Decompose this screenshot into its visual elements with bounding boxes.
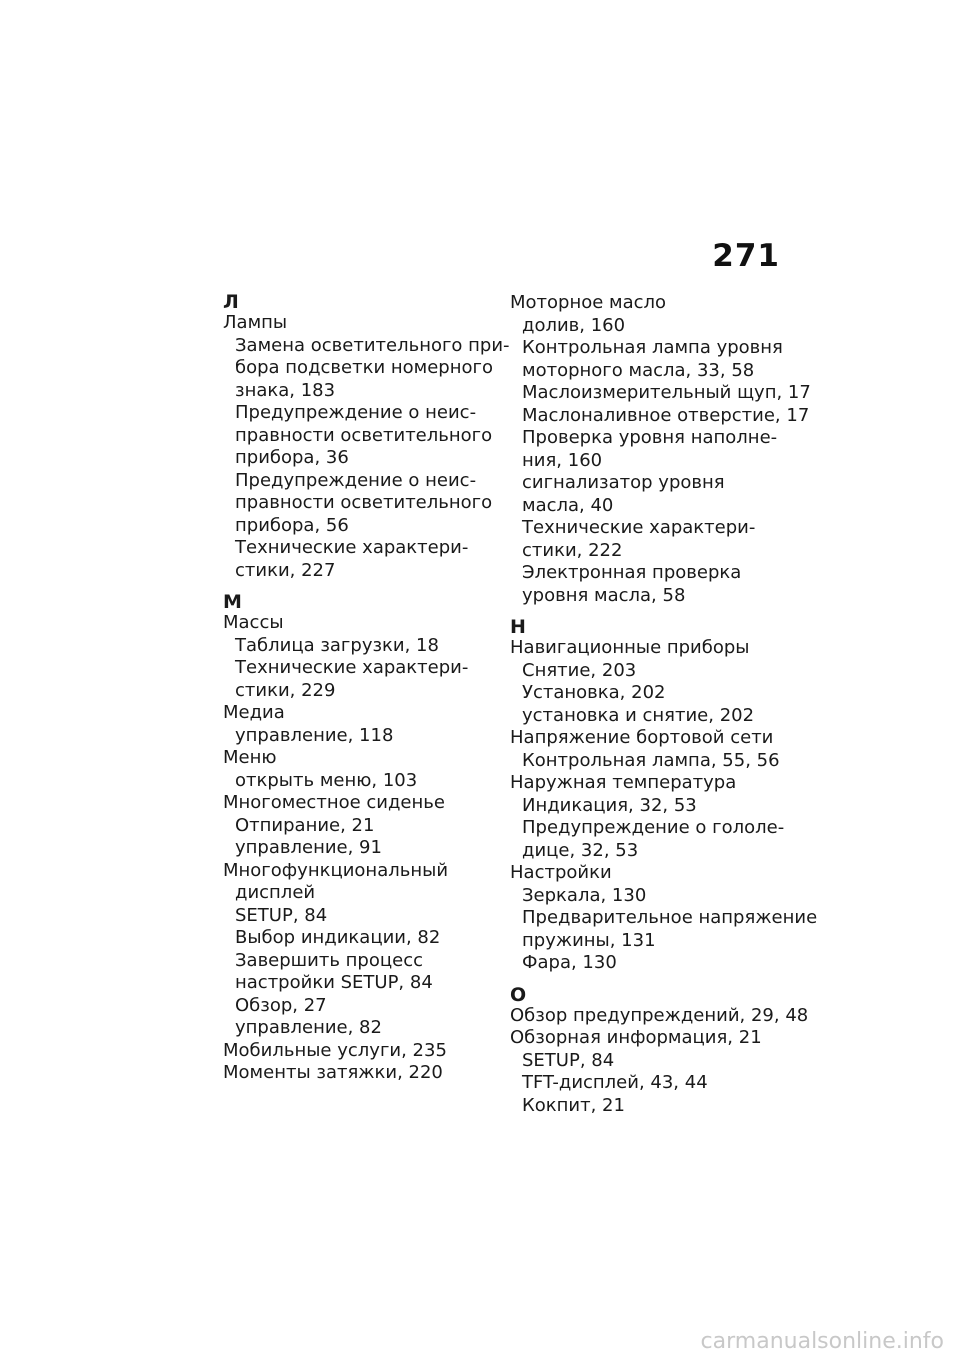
index-subentry-line: Проверка уровня наполне- [522, 427, 778, 448]
index-term-line: Навигационные приборы [510, 637, 750, 658]
index-subentry-line: дисплей [235, 882, 316, 903]
page-number: 271 [712, 238, 780, 274]
index-subentry-line: Завершить процесс [235, 949, 423, 971]
index-term-line: Настройки [510, 862, 612, 883]
index-subentry [510, 337, 800, 382]
index-subentry [510, 427, 800, 472]
index-subentry-line: Маслоизмерительный щуп, 17 [522, 382, 811, 403]
index-subentry-line: Зеркала, 130 [522, 884, 647, 906]
index-subentry-line: SETUP, 84 [522, 1049, 615, 1071]
index-subentry-line: Таблица загрузки, 18 [235, 634, 439, 656]
index-term [223, 612, 513, 635]
index-term-line: Мобильные услуги, 235 [223, 1039, 447, 1061]
index-subentry [223, 770, 513, 793]
index-subentry-line: Контрольная лампа уровня [522, 337, 783, 358]
index-subentry-line: Выбор индикации, 82 [235, 927, 441, 948]
index-subentry [223, 882, 513, 905]
index-subentry [510, 750, 800, 773]
index-subentry-line: Маслоналивное отверстие, 17 [522, 404, 810, 426]
index-subentry [510, 885, 800, 908]
index-subentry-line: Отпирание, 21 [235, 814, 375, 836]
watermark: carmanualsonline.info [700, 1329, 944, 1354]
index-subentry-line: Электронная проверка [522, 562, 742, 583]
index-subentry-line: Технические характери- [235, 537, 469, 558]
index-subentry [510, 907, 818, 952]
index-term [510, 1027, 800, 1050]
index-subentry [510, 1095, 800, 1118]
index-subentry-line: знака, 183 [235, 379, 336, 401]
index-term [510, 637, 800, 660]
index-subentry-line: прибора, 56 [235, 514, 349, 536]
index-subentry [510, 562, 800, 607]
index-term [510, 727, 800, 750]
index-term-line: Лампы [223, 312, 288, 333]
index-subentry [510, 315, 800, 338]
index-term [223, 702, 513, 725]
index-subentry-line: управление, 118 [235, 724, 394, 746]
index-subentry [223, 815, 513, 838]
index-term-line: Моменты затяжки, 220 [223, 1062, 443, 1083]
index-term [223, 312, 513, 335]
index-subentry-line: правности осветительного [235, 424, 493, 446]
index-subentry-line: SETUP, 84 [235, 904, 328, 926]
index-subentry-line: Индикация, 32, 53 [522, 794, 697, 816]
index-subentry-line: установка и снятие, 202 [522, 704, 755, 726]
index-subentry-line: сигнализатор уровня [522, 472, 725, 493]
index-term [223, 792, 513, 815]
index-term-line: Напряжение бортовой сети [510, 727, 774, 748]
index-entry [510, 1027, 800, 1117]
index-term [510, 292, 800, 315]
index-column-right [510, 292, 818, 1117]
index-term-line: Многофункциональный [223, 859, 449, 881]
index-subentry [510, 817, 800, 862]
index-subentry-line: ния, 160 [522, 449, 603, 471]
index-subentry-line: стики, 229 [235, 679, 336, 701]
index-subentry-line: правности осветительного [235, 492, 493, 513]
index-subentry [223, 537, 513, 582]
index-subentry [223, 995, 513, 1018]
index-subentry-line: долив, 160 [522, 314, 626, 336]
index-subentry-line: настройки SETUP, 84 [235, 972, 433, 993]
section-letter: О [510, 983, 527, 1006]
index-subentry [223, 950, 513, 995]
index-subentry-line: Кокпит, 21 [522, 1094, 625, 1116]
index-subentry-line: Установка, 202 [522, 682, 666, 703]
index-term [223, 860, 513, 883]
index-term [510, 1004, 809, 1028]
index-subentry [223, 725, 513, 748]
index-subentry-line: Предупреждение о гололе- [522, 817, 785, 838]
index-entry [510, 1004, 809, 1028]
index-subentry [510, 517, 800, 562]
index-subentry-line: TFT-дисплей, 43, 44 [522, 1072, 708, 1093]
index-term-line: Обзорная информация, 21 [510, 1027, 762, 1048]
index-entry [223, 312, 513, 582]
index-subentry [223, 402, 513, 470]
index-subentry-line: Предварительное напряжение [522, 907, 818, 928]
index-subentry-line: Контрольная лампа, 55, 56 [522, 749, 780, 771]
index-subentry-line: Предупреждение о неис- [235, 402, 477, 423]
index-subentry-line: стики, 222 [522, 539, 623, 561]
index-entry [223, 860, 513, 1040]
index-subentry-line: стики, 227 [235, 559, 336, 581]
index-term-line: Многоместное сиденье [223, 792, 445, 813]
index-term [510, 772, 800, 795]
index-term-line: Меню [223, 747, 277, 768]
index-subentry-line: Фара, 130 [522, 952, 617, 973]
index-subentry-line: моторного масла, 33, 58 [522, 359, 755, 381]
index-subentry [510, 1050, 800, 1073]
index-subentry [510, 660, 800, 683]
index-term [223, 1040, 513, 1063]
index-subentry [223, 335, 513, 403]
index-subentry [510, 795, 800, 818]
section-letter: М [223, 591, 242, 613]
index-term-line: Наружная температура [510, 772, 737, 793]
index-term-line: Массы [223, 612, 284, 633]
index-subentry-line: уровня масла, 58 [522, 584, 686, 606]
index-subentry [510, 952, 800, 975]
index-entry [223, 612, 513, 702]
index-subentry [510, 1072, 800, 1095]
index-entry [223, 1040, 513, 1063]
index-subentry-line: Предупреждение о неис- [235, 469, 477, 491]
section-letter: Н [510, 616, 526, 638]
index-subentry [223, 657, 513, 702]
index-entry [223, 747, 513, 792]
index-entry [510, 727, 800, 772]
index-subentry-line: Обзор, 27 [235, 994, 327, 1016]
index-subentry-line: дице, 32, 53 [522, 839, 639, 861]
index-entry [510, 637, 800, 727]
index-subentry [510, 382, 811, 405]
index-subentry-line: Замена осветительного при- [235, 334, 510, 356]
index-subentry-line: управление, 82 [235, 1017, 382, 1038]
index-subentry [223, 470, 513, 538]
index-entry [223, 792, 513, 860]
index-subentry [223, 927, 513, 950]
index-term [223, 747, 513, 770]
index-subentry-line: открыть меню, 103 [235, 769, 418, 791]
index-subentry [223, 635, 513, 658]
index-subentry-line: Технические характери- [522, 517, 756, 538]
index-subentry-line: Технические характери- [235, 657, 469, 678]
index-subentry [223, 905, 513, 928]
index-entry [223, 1062, 513, 1085]
index-term-line: Моторное масло [510, 292, 667, 313]
index-subentry-line: бора подсветки номерного [235, 357, 493, 378]
section-letter: Л [223, 291, 239, 313]
index-term [223, 1062, 513, 1085]
index-subentry [510, 404, 810, 428]
index-entry [223, 702, 513, 747]
index-subentry [223, 1017, 513, 1040]
index-subentry-line: Снятие, 203 [522, 659, 637, 681]
index-subentry-line: пружины, 131 [522, 929, 656, 951]
index-entry [510, 862, 818, 975]
index-entry [510, 772, 800, 862]
index-column-left [223, 292, 513, 1085]
index-subentry-line: управление, 91 [235, 837, 382, 858]
index-term-line: Медиа [223, 702, 285, 723]
index-entry [510, 292, 811, 607]
index-subentry [510, 682, 800, 705]
index-subentry-line: масла, 40 [522, 494, 614, 516]
index-term-line: Обзор предупреждений, 29, 48 [510, 1004, 809, 1026]
index-subentry [510, 472, 800, 517]
index-subentry [223, 837, 513, 860]
index-subentry [510, 705, 800, 728]
index-term [510, 862, 800, 885]
index-subentry-line: прибора, 36 [235, 447, 349, 468]
